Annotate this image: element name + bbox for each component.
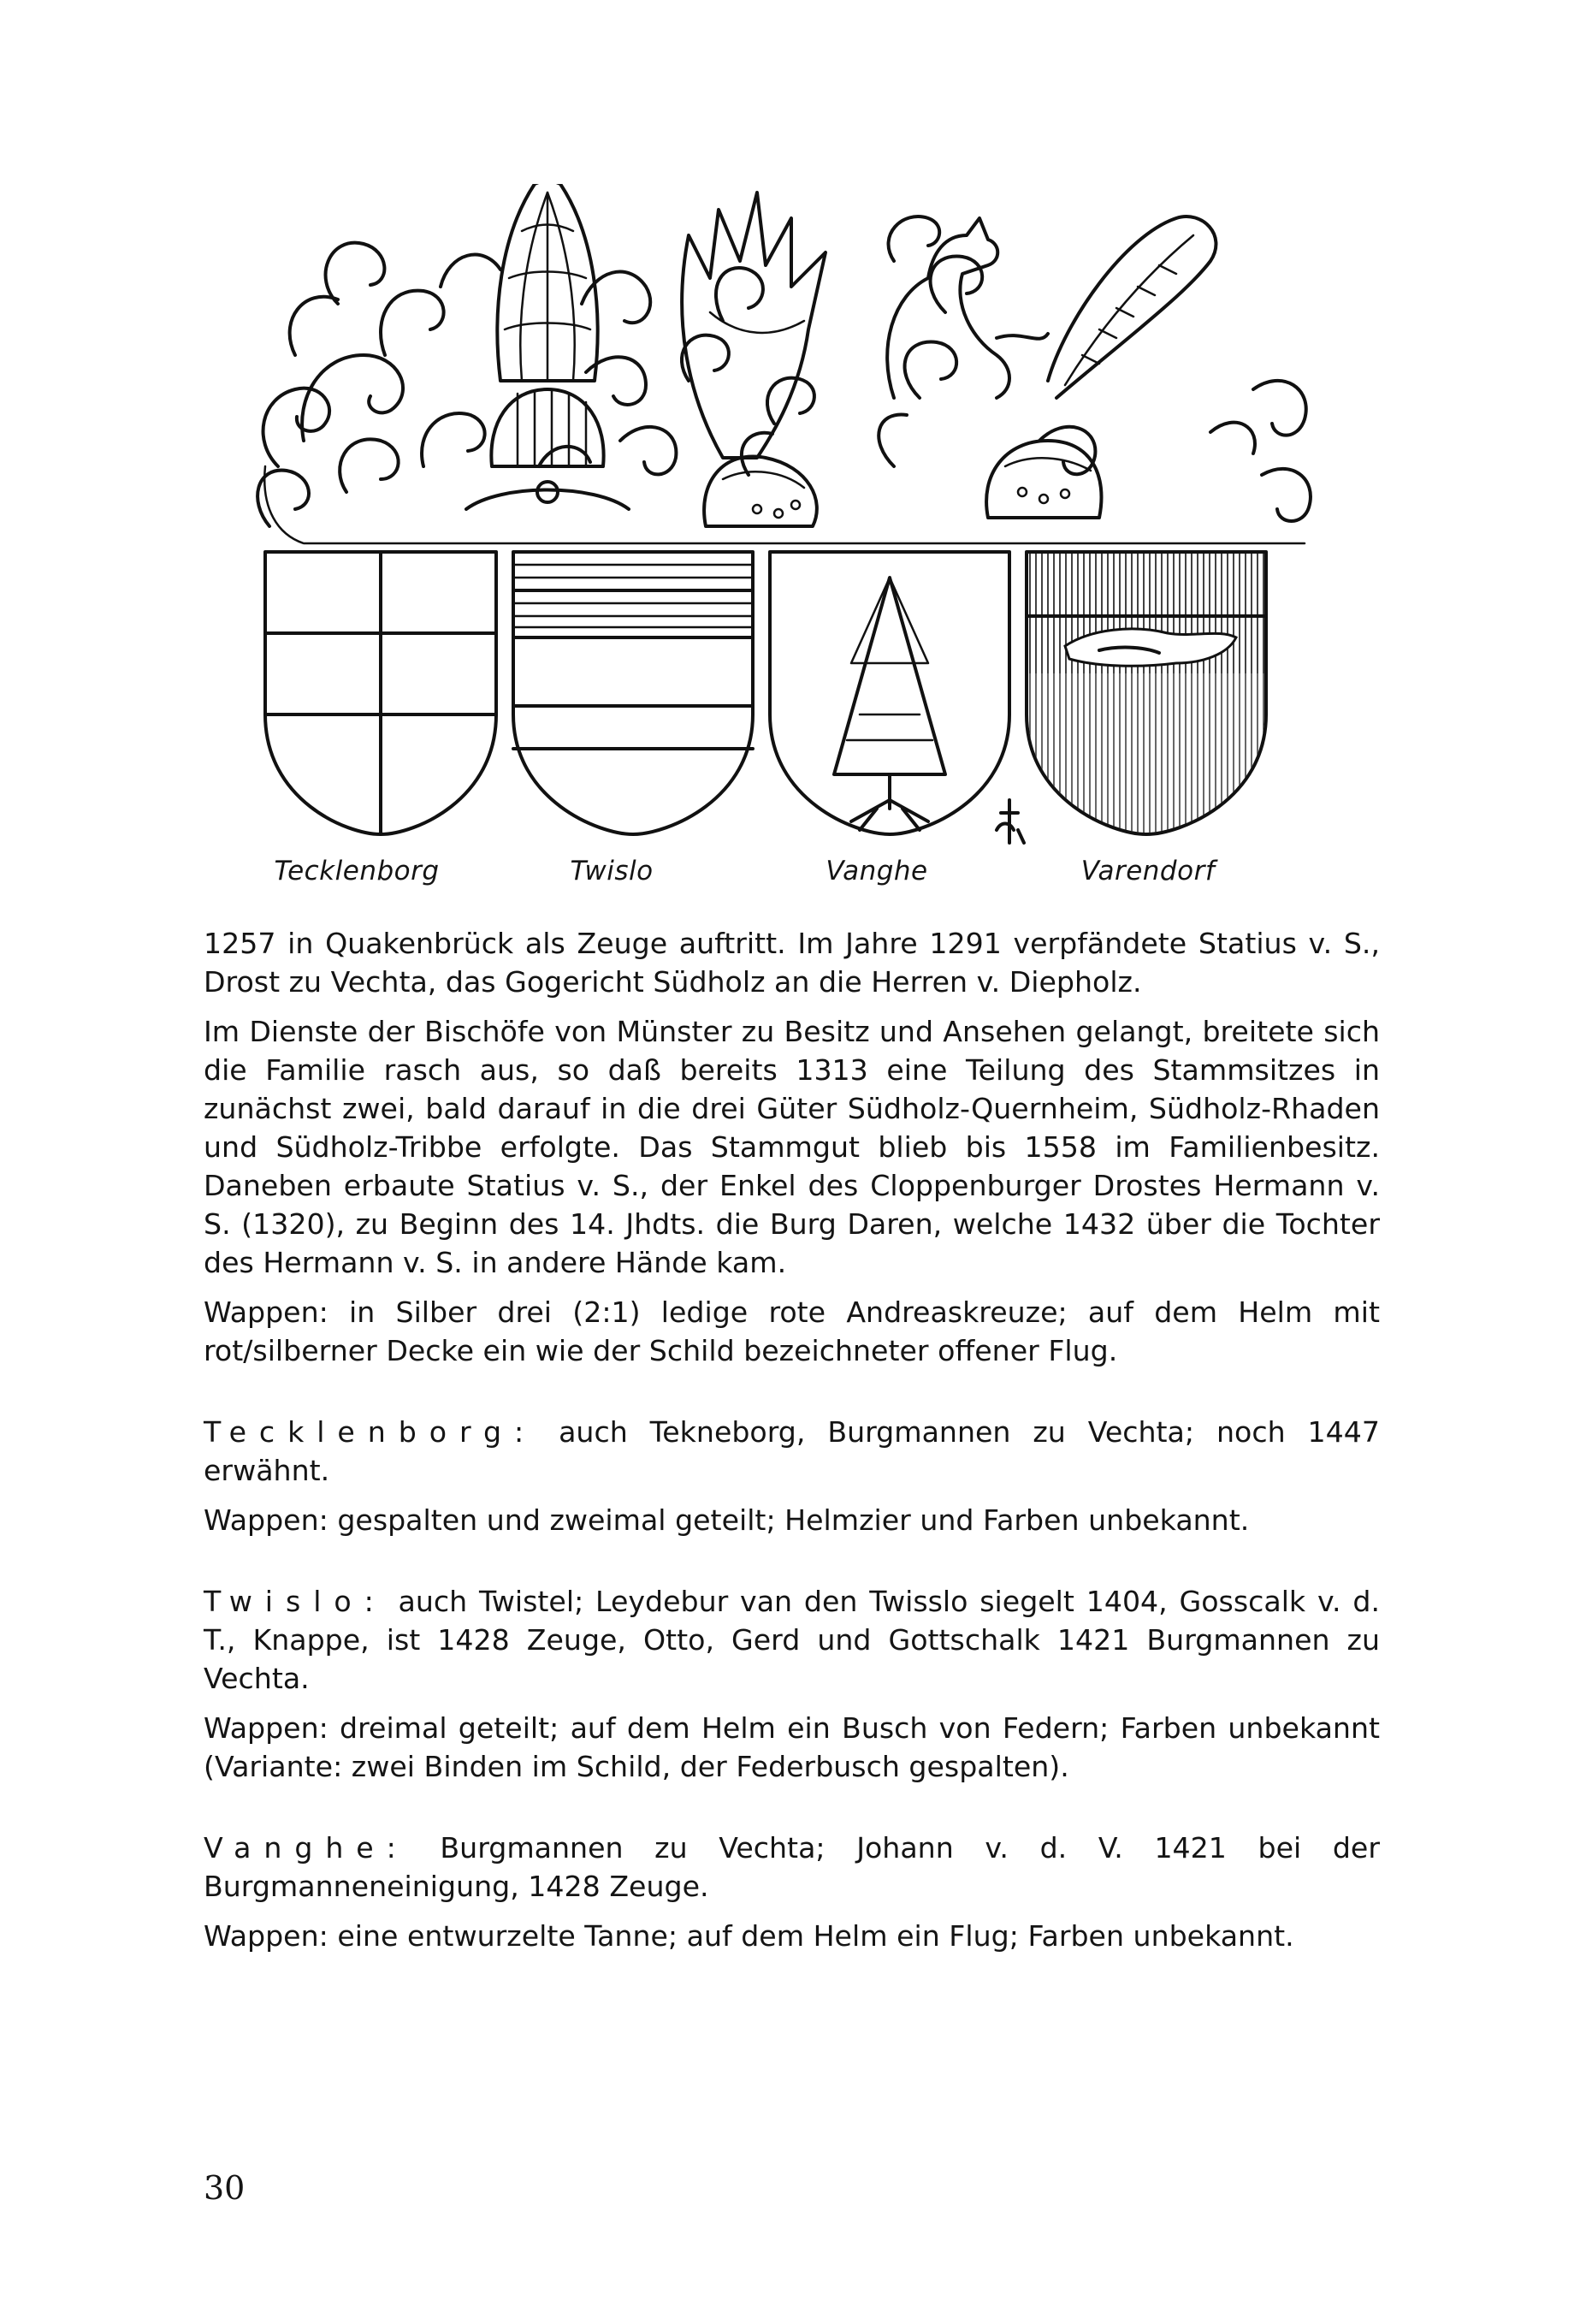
entry-paragraph bbox=[204, 1829, 1380, 1906]
mantling-ornament bbox=[257, 243, 1311, 543]
helmet-icon bbox=[704, 456, 817, 526]
shield-varendorf bbox=[1027, 552, 1266, 834]
entry-name: Vanghe: bbox=[204, 1831, 409, 1865]
label-tecklenborg: Tecklenborg bbox=[274, 856, 440, 886]
entry-paragraph bbox=[204, 1582, 1380, 1698]
label-varendorf: Varendorf bbox=[1080, 856, 1216, 886]
entry-text: Burgmannen zu Vechta; Johann v. d. V. 1421 bei der Burgmanneneinigung, 1428 Zeuge. bbox=[204, 1831, 1380, 1903]
page-number: 30 bbox=[204, 2169, 246, 2207]
animal-crest bbox=[887, 216, 1216, 398]
body-text bbox=[204, 924, 1380, 1955]
entry-paragraph bbox=[204, 1413, 1380, 1490]
helmet-icon bbox=[986, 441, 1101, 518]
coats-of-arms-illustration bbox=[244, 184, 1322, 847]
paragraph: Wappen: gespalten und zweimal geteilt; Helmzier und Farben unbekannt. bbox=[204, 1503, 1250, 1537]
entry-text: auch Tekneborg, Burgmannen zu Vechta; noch 1447 erwähnt. bbox=[204, 1415, 1380, 1487]
entry-name: Twislo: bbox=[204, 1585, 387, 1618]
artist-monogram bbox=[997, 800, 1024, 843]
paragraph: Wappen: eine entwurzelte Tanne; auf dem Helm ein Flug; Farben unbekannt. bbox=[204, 1919, 1294, 1953]
wing-crest bbox=[682, 193, 826, 458]
paragraph: 1257 in Quakenbrück als Zeuge auftritt. Im Jahre 1291 verpfändete Statius v. S., Drost zu Vechta, das Gogericht Südholz an die Herren v. Diepholz. bbox=[204, 927, 1380, 999]
helmet-icon bbox=[466, 389, 629, 509]
paragraph: Wappen: dreimal geteilt; auf dem Helm ein Busch von Federn; Farben unbekannt (Variante: zwei Binden im Schild, der Federbusch gespalten). bbox=[204, 1711, 1380, 1783]
shield-tecklenborg bbox=[265, 552, 496, 834]
entry-name: Tecklenborg: bbox=[204, 1415, 537, 1449]
feather-plume-crest bbox=[497, 184, 597, 381]
shield-twislo bbox=[513, 552, 753, 834]
paragraph: Im Dienste der Bischöfe von Münster zu Besitz und Ansehen gelangt, breitete sich die Familie rasch aus, so daß bereits 1313 eine Teilung des Stammsitzes in zunächst zwei, bald darauf in die drei Güter Südholz-Quernheim, Südholz-Rhaden und Südholz-Tribbe erfolgte. Das Stammgut blieb bis 1558 im Familienbesitz. Daneben erbaute Statius v. S., der Enkel des Cloppenburger Drostes Hermann v. S. (1320), zu Beginn des 14. Jhdts. die Burg Daren, welche 1432 über die Tochter des Hermann v. S. in andere Hände kam. bbox=[204, 1015, 1380, 1279]
label-vanghe: Vanghe bbox=[826, 856, 928, 886]
label-twislo: Twislo bbox=[570, 856, 654, 886]
paragraph: Wappen: in Silber drei (2:1) ledige rote Andreaskreuze; auf dem Helm mit rot/silberner Decke ein wie der Schild bezeichneter offener Flug. bbox=[204, 1295, 1380, 1367]
entry-text: auch Twistel; Leydebur van den Twisslo siegelt 1404, Gosscalk v. d. T., Knappe, ist 1428 Zeuge, Otto, Gerd und Gottschalk 1421 Burgmannen zu Vechta. bbox=[204, 1585, 1380, 1695]
shield-vanghe bbox=[770, 552, 1009, 834]
